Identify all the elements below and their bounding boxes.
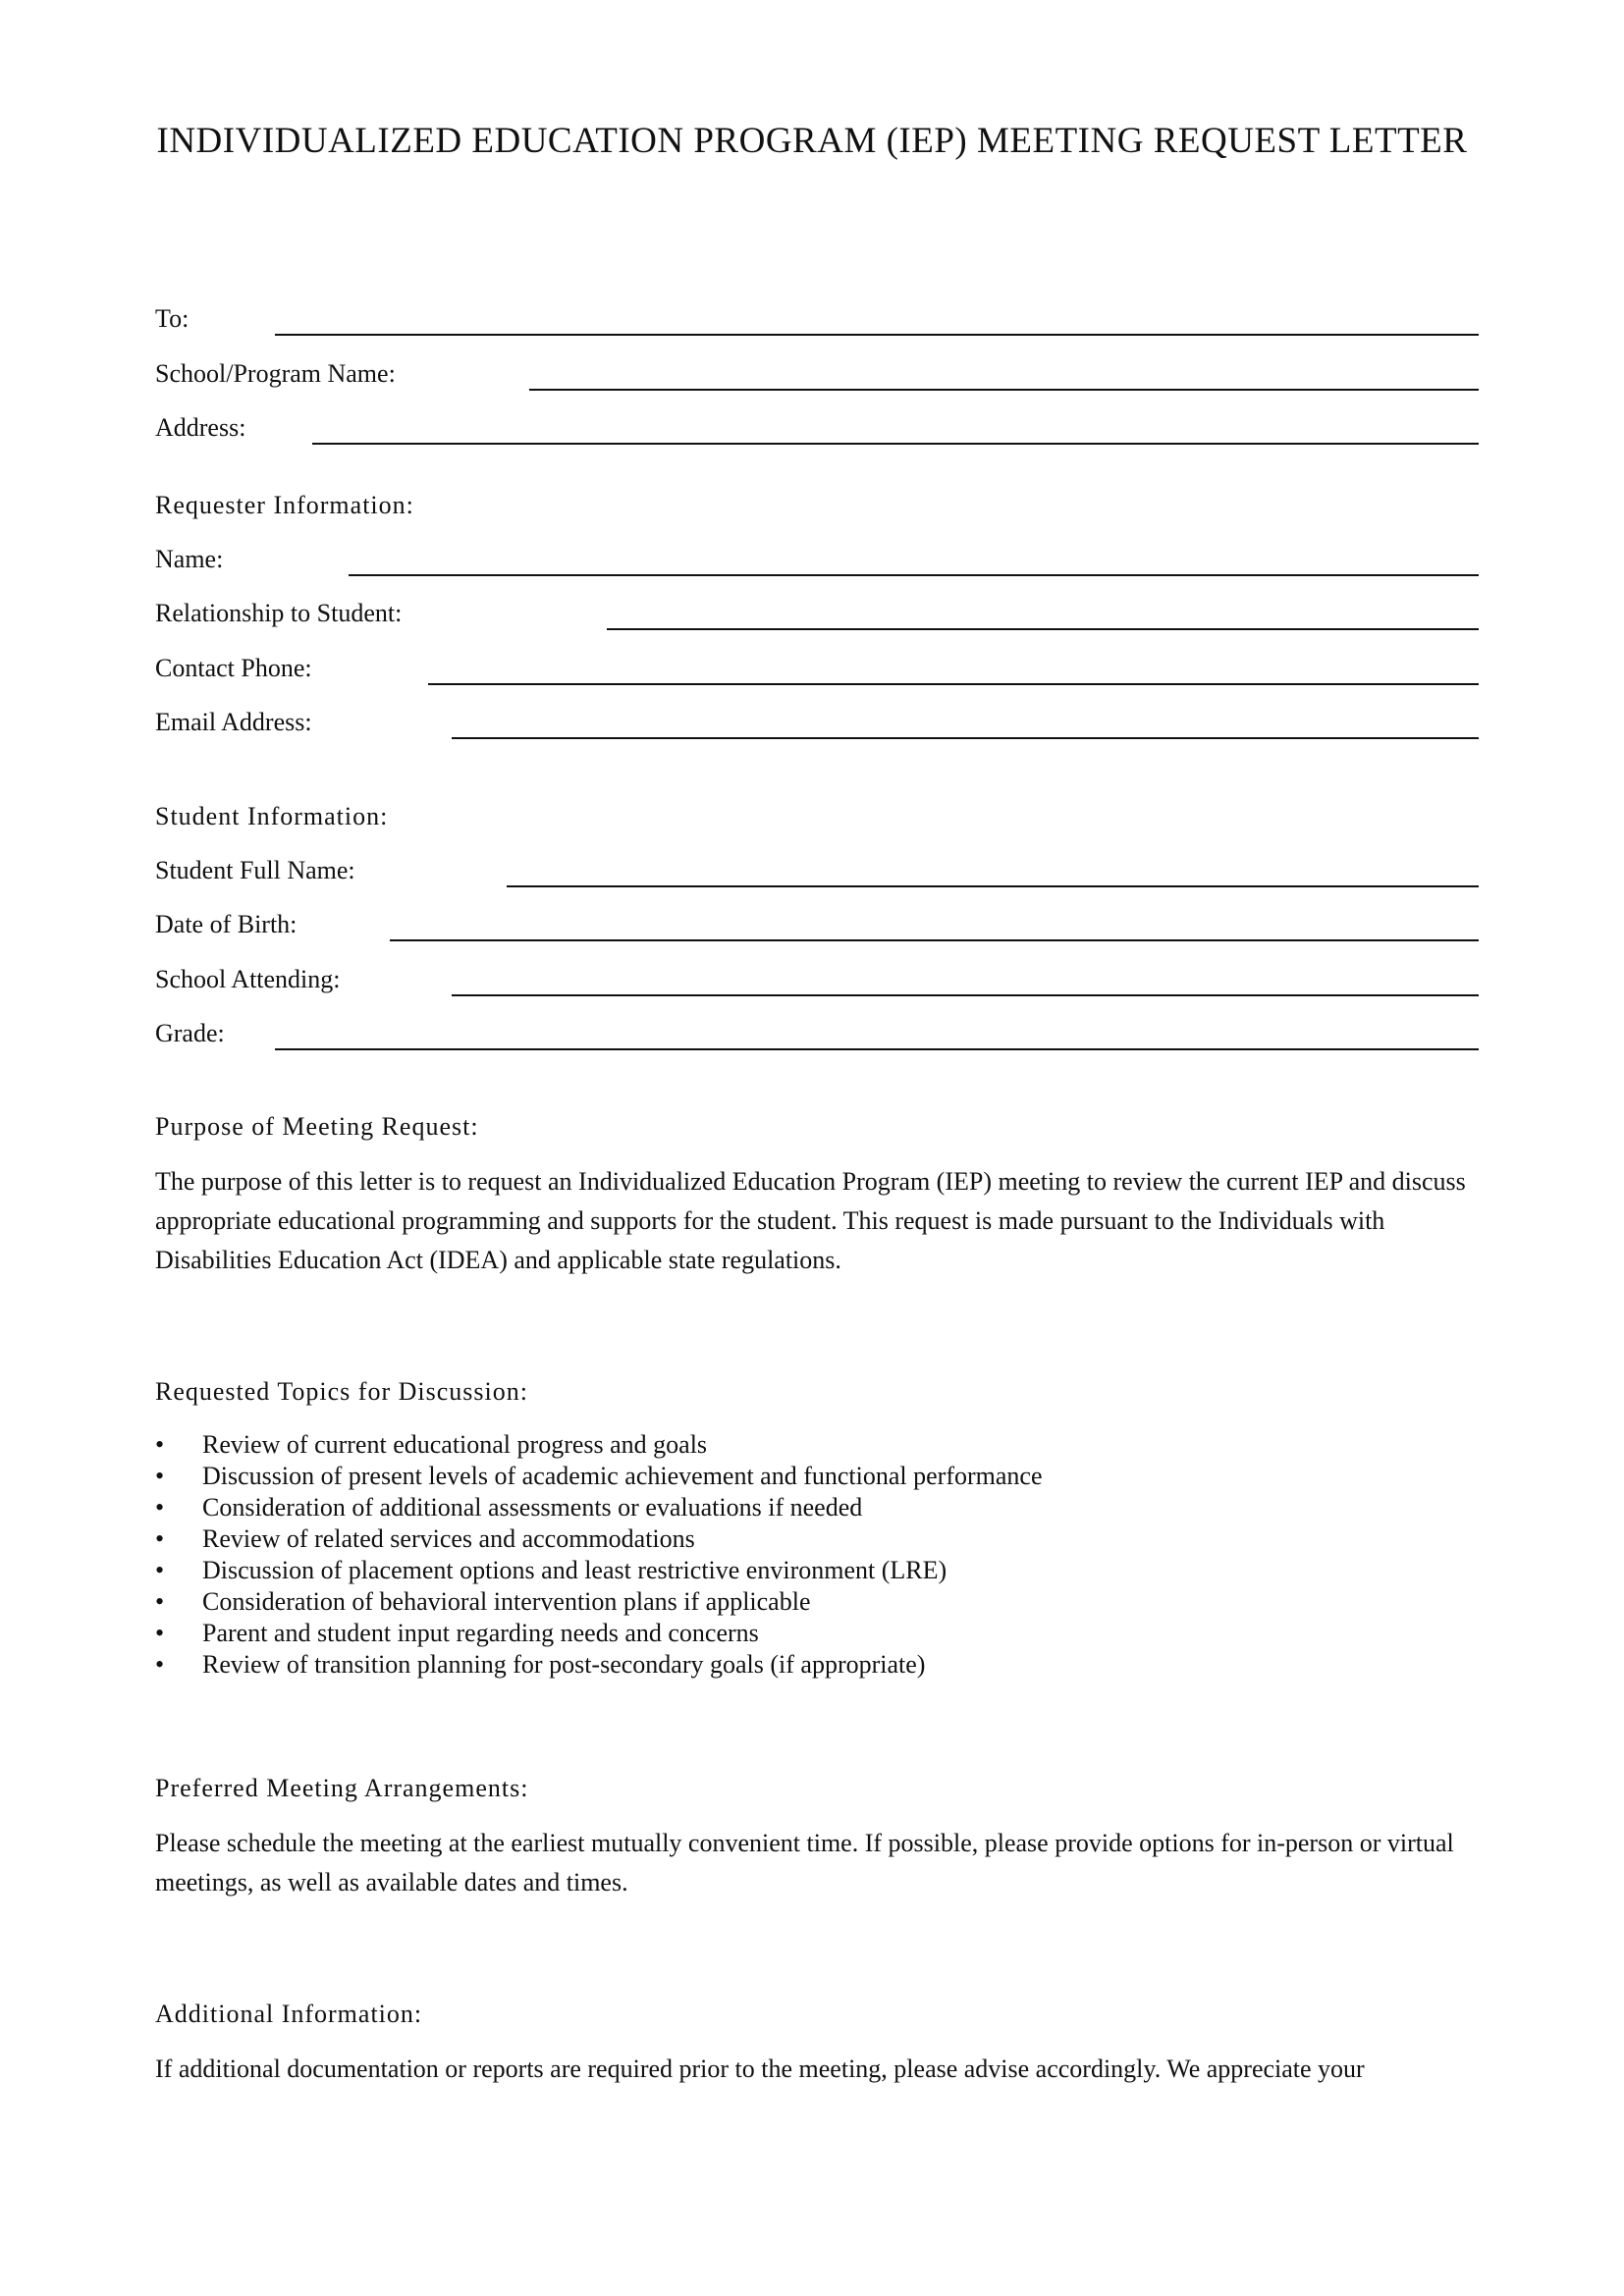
to-field[interactable] (155, 302, 1479, 342)
address-label: Address: (155, 413, 246, 442)
relationship-label: Relationship to Student: (155, 599, 403, 627)
school-attending-input-line[interactable] (452, 994, 1479, 996)
date-of-birth-field[interactable] (155, 908, 1479, 947)
address-input-line[interactable] (312, 443, 1479, 445)
list-item (155, 1555, 1479, 1586)
requester-information-heading: Requester Information: (155, 491, 414, 519)
arrangements-heading: Preferred Meeting Arrangements: (155, 1774, 529, 1802)
topic-text: Discussion of present levels of academic achievement and functional performance (202, 1462, 1043, 1490)
date-of-birth-input-line[interactable] (390, 939, 1479, 941)
bullet: • (155, 1524, 165, 1553)
student-information-heading: Student Information: (155, 802, 389, 830)
bullet: • (155, 1493, 165, 1522)
requester-name-input-line[interactable] (349, 574, 1479, 576)
email-address-field[interactable] (155, 706, 1479, 745)
bullet: • (155, 1619, 165, 1647)
additional-information-heading: Additional Information: (155, 2000, 423, 2028)
purpose-heading: Purpose of Meeting Request: (155, 1112, 479, 1141)
topic-text: Consideration of additional assessments or evaluations if needed (202, 1493, 863, 1522)
contact-phone-input-line[interactable] (428, 683, 1479, 685)
list-item (155, 1618, 1479, 1649)
additional-information-paragraph: If additional documentation or reports are required prior to the meeting, please advise accordingly. We appreciate your (155, 2055, 1365, 2083)
topic-text: Consideration of behavioral intervention plans if applicable (202, 1587, 811, 1616)
topics-heading: Requested Topics for Discussion: (155, 1377, 528, 1406)
contact-phone-label: Contact Phone: (155, 654, 312, 682)
grade-label: Grade: (155, 1019, 225, 1047)
date-of-birth-label: Date of Birth: (155, 910, 298, 938)
relationship-field[interactable] (155, 597, 1479, 636)
topics-list (155, 1429, 1479, 1681)
list-item (155, 1461, 1479, 1492)
relationship-input-line[interactable] (607, 628, 1479, 630)
requester-name-field[interactable] (155, 543, 1479, 582)
purpose-paragraph: The purpose of this letter is to request an Individualized Education Program (IEP) meeting to review the current IEP and discuss appropriate educational programming and supports for the student. This request is made pursuant to the Individuals with Disabilities Education Act (IDEA) and applicable state regulations. (155, 1167, 1466, 1274)
bullet: • (155, 1462, 165, 1490)
bullet: • (155, 1587, 165, 1616)
topic-text: Parent and student input regarding needs and concerns (202, 1619, 759, 1647)
school-attending-label: School Attending: (155, 965, 341, 993)
list-item (155, 1429, 1479, 1461)
to-input-line[interactable] (275, 334, 1479, 336)
email-address-label: Email Address: (155, 708, 312, 736)
requester-name-label: Name: (155, 545, 224, 573)
email-address-input-line[interactable] (452, 737, 1479, 739)
bullet: • (155, 1430, 165, 1459)
school-attending-field[interactable] (155, 963, 1479, 1002)
school-program-name-field[interactable] (155, 357, 1479, 397)
topic-text: Review of related services and accommodations (202, 1524, 695, 1553)
bullet: • (155, 1556, 165, 1584)
list-item (155, 1649, 1479, 1681)
student-full-name-field[interactable] (155, 854, 1479, 893)
arrangements-paragraph: Please schedule the meeting at the earliest mutually convenient time. If possible, please provide options for in-person or virtual meetings, as well as available dates and times. (155, 1829, 1454, 1896)
school-program-name-label: School/Program Name: (155, 359, 396, 388)
student-full-name-label: Student Full Name: (155, 856, 355, 884)
topic-text: Review of current educational progress and goals (202, 1430, 708, 1459)
to-label: To: (155, 304, 189, 333)
grade-input-line[interactable] (275, 1048, 1479, 1050)
list-item (155, 1523, 1479, 1555)
list-item (155, 1492, 1479, 1523)
grade-field[interactable] (155, 1017, 1479, 1056)
topic-text: Review of transition planning for post-secondary goals (if appropriate) (202, 1650, 926, 1679)
student-full-name-input-line[interactable] (507, 885, 1479, 887)
topic-text: Discussion of placement options and least restrictive environment (LRE) (202, 1556, 947, 1584)
school-program-name-input-line[interactable] (529, 389, 1479, 391)
contact-phone-field[interactable] (155, 652, 1479, 691)
list-item (155, 1586, 1479, 1618)
page-title: INDIVIDUALIZED EDUCATION PROGRAM (IEP) MEETING REQUEST LETTER (156, 121, 1468, 161)
bullet: • (155, 1650, 165, 1679)
address-field[interactable] (155, 411, 1479, 451)
